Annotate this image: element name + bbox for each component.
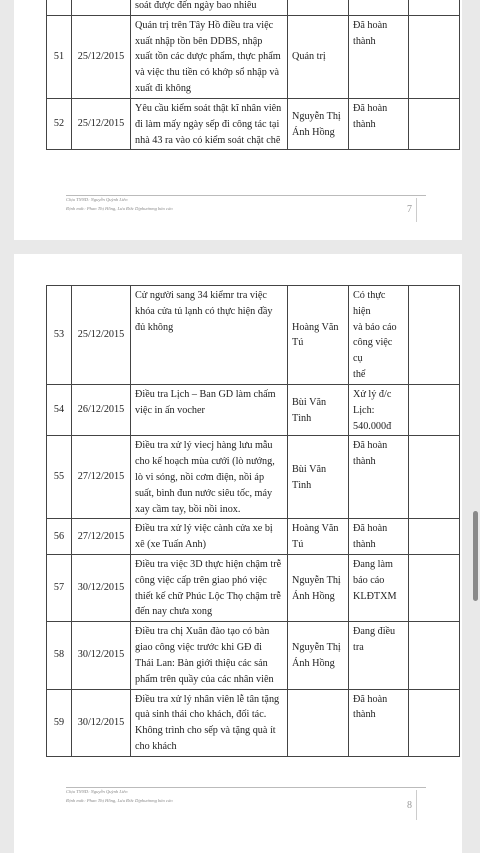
- document-page-7: [14, 0, 462, 240]
- row-status-line: Đang làm: [353, 559, 393, 570]
- row-assignee-line: Bùi Văn: [292, 396, 327, 408]
- table-row: [47, 98, 460, 149]
- row-status-line: và báo cáo: [353, 321, 397, 333]
- row-description-line: Điều tra xử lý nhân viên lễ tân tặng: [135, 693, 280, 705]
- row-number-cell: 52: [47, 98, 72, 149]
- row-description-line: Yêu cầu kiểm soát thật kĩ nhân viên: [135, 102, 282, 114]
- row-description-line: công việc cấp trên giao phó việc: [135, 574, 267, 586]
- row-description-line: Thái Lan: Bàn giới thiệu các sản: [135, 657, 268, 669]
- row-description-cell: [131, 689, 288, 756]
- row-description-line: xay cầm tay, bồi nồi inox.: [135, 503, 241, 515]
- row-description-line: xuất nhập tồn bên DDBS, nhập: [135, 35, 263, 47]
- row-status-cell: [349, 436, 409, 519]
- vertical-scrollbar[interactable]: [473, 511, 478, 601]
- row-status-line: thành: [353, 709, 376, 721]
- row-description-line: suất, bình đun nước siêu tốc, máy: [135, 487, 273, 499]
- row-number-cell: 51: [47, 15, 72, 98]
- row-assignee-line: Tình: [292, 412, 312, 424]
- row-status-cell: [349, 555, 409, 622]
- row-assignee-cell: [288, 98, 349, 149]
- row-status-line: tra: [353, 642, 364, 654]
- row-notes-cell: [409, 689, 460, 756]
- page-footer: [66, 195, 426, 213]
- row-status-line: báo cáo: [353, 574, 385, 586]
- row-assignee-line: Tú: [292, 539, 304, 551]
- row-description-cell: [131, 384, 288, 435]
- row-date-cell: 30/12/2015: [72, 689, 131, 756]
- row-description-cell: [131, 519, 288, 555]
- row-status-line: Đã hoàn: [353, 693, 388, 705]
- row-description-line: cho kế hoạch mùa cưới (lò nướng,: [135, 456, 275, 468]
- row-number-cell: 59: [47, 689, 72, 756]
- row-assignee-cell: [288, 689, 349, 756]
- row-description-line: xuất đi không: [135, 83, 192, 95]
- document-page-8: [14, 254, 462, 853]
- row-status-cell: [349, 384, 409, 435]
- table-row: [47, 689, 460, 756]
- row-description-line: đủ không: [135, 321, 174, 333]
- row-date-cell: 30/12/2015: [72, 622, 131, 689]
- row-description-line: quà sinh thái cho khách, đối tác.: [135, 709, 267, 721]
- row-assignee-cell: [288, 286, 349, 385]
- table-row: [47, 622, 460, 689]
- row-description-line: đi làm mấy ngày sếp đi công tác tại: [135, 118, 280, 130]
- row-status-line: thành: [353, 35, 376, 47]
- row-description-cell: [131, 286, 288, 385]
- row-notes-cell: [409, 98, 460, 149]
- table-row: [47, 15, 460, 98]
- row-date-cell: 30/12/2015: [72, 555, 131, 622]
- row-number-cell: 56: [47, 519, 72, 555]
- page-footer: [66, 787, 426, 805]
- row-status-cell: [349, 15, 409, 98]
- row-number-cell: 57: [47, 555, 72, 622]
- row-status-line: Lịch:: [353, 404, 375, 416]
- row-number-cell: [47, 0, 72, 15]
- row-status-line: công việc cụ: [353, 337, 393, 365]
- row-notes-cell: [409, 622, 460, 689]
- row-status-line: thành: [353, 118, 376, 130]
- row-status-cell: [349, 622, 409, 689]
- row-notes-cell: [409, 384, 460, 435]
- row-assignee-line: Tình: [292, 479, 312, 491]
- row-notes-cell: [409, 15, 460, 98]
- row-description-line: xê (xe Tuấn Anh): [135, 539, 207, 551]
- row-status-line: Có thực hiện: [353, 290, 386, 317]
- row-description-line: Không trình cho sếp và tặng quà ít: [135, 725, 276, 737]
- row-description-line: việc in ấn vocher: [135, 404, 205, 416]
- row-notes-cell: [409, 286, 460, 385]
- row-date-cell: 25/12/2015: [72, 98, 131, 149]
- row-description-line: thiết kế chữ Phúc Lộc Thọ chậm trễ: [135, 590, 281, 602]
- row-assignee-line: Hoàng Văn: [292, 523, 339, 535]
- row-assignee-cell: [288, 436, 349, 519]
- table-row: [47, 555, 460, 622]
- table-row: [47, 286, 460, 385]
- row-description-line: Điều tra xử lý việc cành cửa xe bị: [135, 523, 273, 535]
- row-status-cell: [349, 286, 409, 385]
- task-log-table: [46, 0, 460, 150]
- row-status-line: Xử lý đ/c: [353, 388, 392, 400]
- footer-responsible: Chịu TNND: Nguyễn Quỳnh Liên: [66, 789, 128, 794]
- page-number-divider: [416, 198, 417, 222]
- task-log-body: [47, 286, 460, 757]
- table-row: [47, 384, 460, 435]
- row-status-line: Đang điều: [353, 626, 396, 638]
- row-assignee-cell: [288, 15, 349, 98]
- row-number-cell: 53: [47, 286, 72, 385]
- row-assignee-line: Nguyễn Thị: [292, 574, 341, 586]
- row-status-line: Đã hoàn: [353, 440, 388, 452]
- row-number-cell: 54: [47, 384, 72, 435]
- row-date-cell: 25/12/2015: [72, 15, 131, 98]
- row-description-line: Điều tra xử lý viecj hàng lưu mẫu: [135, 440, 273, 452]
- row-description-line: khóa cửa tủ lạnh có thực hiện đầy: [135, 305, 273, 317]
- row-status-line: Đã hoàn: [353, 102, 388, 114]
- row-description-cell: [131, 98, 288, 149]
- row-status-line: Đã hoàn: [353, 19, 388, 31]
- row-description-cell: [131, 622, 288, 689]
- row-date-cell: [72, 0, 131, 15]
- row-assignee-line: Quản trị: [292, 51, 326, 63]
- row-description-cell: [131, 555, 288, 622]
- row-status-line: thể: [353, 369, 366, 381]
- row-assignee-line: Tú: [292, 337, 304, 349]
- row-assignee-line: Hoàng Văn: [292, 321, 339, 333]
- row-description-line: Quản trị trên Tây Hồ điều tra việc: [135, 19, 274, 31]
- row-description-line: phẩm trên quầy của các nhân viên: [135, 673, 274, 685]
- row-description-line: nhà 43 ra vào có kiểm soát chặt chẽ: [135, 134, 281, 146]
- row-assignee-cell: [288, 555, 349, 622]
- table-row: [47, 519, 460, 555]
- row-status-line: 540.000đ: [353, 420, 392, 432]
- row-status-line: Đã hoàn: [353, 523, 388, 535]
- row-status-line: thành: [353, 456, 376, 468]
- table-row: [47, 436, 460, 519]
- row-description-line: và việc thu tiền có khớp sổ nhập và: [135, 67, 280, 79]
- row-assignee-line: Ánh Hồng: [292, 126, 335, 138]
- footer-prepared-by: Định mức: Phan Thị Hồng, Lưu Đức Dịphuơnmg báo cáo: [66, 205, 173, 211]
- row-description-line: xuất tồn các dược phẩm, thực phẩm: [135, 51, 281, 63]
- row-date-cell: 26/12/2015: [72, 384, 131, 435]
- row-number-cell: 58: [47, 622, 72, 689]
- row-description-line: Điều tra việc 3D thực hiện chậm trễ: [135, 559, 282, 570]
- row-date-cell: 27/12/2015: [72, 436, 131, 519]
- row-assignee-cell: [288, 519, 349, 555]
- row-status-cell: [349, 519, 409, 555]
- row-description-cell: [131, 0, 288, 15]
- row-assignee-line: Ánh Hồng: [292, 657, 335, 669]
- row-assignee-line: Ánh Hồng: [292, 590, 335, 602]
- task-log-body: [47, 0, 460, 150]
- page-number: 8: [407, 800, 412, 811]
- task-log-table: [46, 285, 460, 757]
- row-description-cell: [131, 15, 288, 98]
- row-assignee-line: Nguyễn Thị: [292, 110, 341, 122]
- row-description-line: cho khách: [135, 740, 177, 752]
- row-notes-cell: [409, 555, 460, 622]
- row-status-cell: [349, 98, 409, 149]
- row-description-line: giao công việc trước khi GĐ đi: [135, 642, 262, 654]
- row-assignee-cell: [288, 0, 349, 15]
- row-description-line: đến nay chưa xong: [135, 606, 213, 618]
- row-notes-cell: [409, 519, 460, 555]
- row-description-line: lò vi sóng, nồi cơm điện, nồi áp: [135, 471, 265, 483]
- row-status-line: KLĐTXM: [353, 590, 397, 602]
- row-status-cell: [349, 0, 409, 15]
- page-number-divider: [416, 790, 417, 820]
- footer-prepared-by: Định mức: Phan Thị Hồng, Lưu Đức Dịphuơnmg báo cáo: [66, 797, 173, 803]
- row-assignee-cell: [288, 384, 349, 435]
- row-notes-cell: [409, 0, 460, 15]
- row-number-cell: 55: [47, 436, 72, 519]
- row-description-line: Cử người sang 34 kiểmr tra việc: [135, 290, 267, 301]
- row-description-line: Điều tra Lịch – Ban GD làm chấm: [135, 388, 276, 400]
- row-date-cell: 27/12/2015: [72, 519, 131, 555]
- row-date-cell: 25/12/2015: [72, 286, 131, 385]
- table-row: [47, 0, 460, 15]
- row-notes-cell: [409, 436, 460, 519]
- row-description-line: Điều tra chị Xuân đào tạo có bàn: [135, 626, 270, 638]
- footer-responsible: Chịu TNND: Nguyễn Quỳnh Liên: [66, 197, 128, 202]
- row-description-line: soát được đến ngày bao nhiêu: [135, 0, 257, 11]
- row-assignee-line: Nguyễn Thị: [292, 642, 341, 654]
- row-status-cell: [349, 689, 409, 756]
- row-status-line: thành: [353, 539, 376, 551]
- page-number: 7: [407, 204, 412, 215]
- row-assignee-cell: [288, 622, 349, 689]
- row-assignee-line: Bùi Văn: [292, 464, 327, 476]
- row-description-cell: [131, 436, 288, 519]
